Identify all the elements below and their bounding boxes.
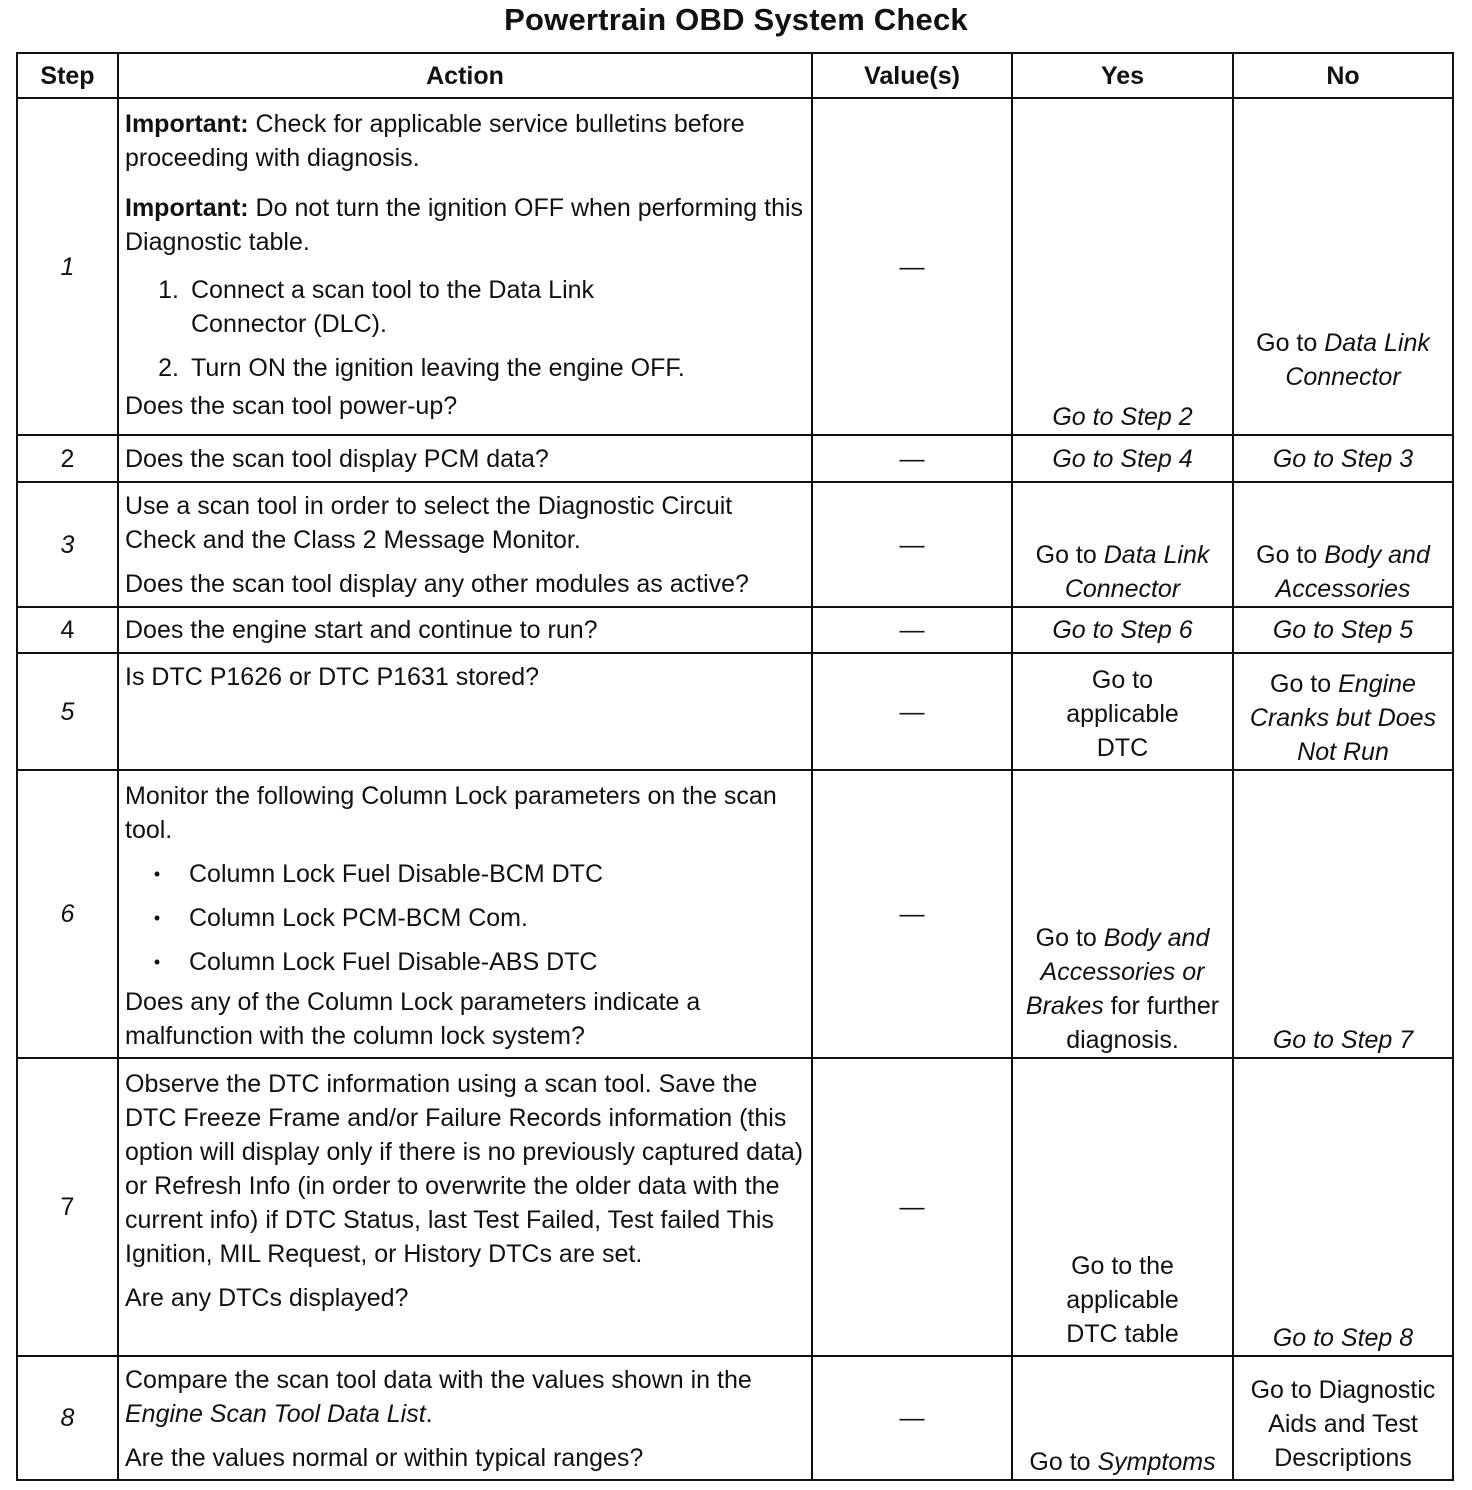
table-row — [17, 1058, 1453, 1356]
list-item: 1. Connect a scan tool to the Data Link Connector (DLC). — [158, 276, 595, 338]
value-cell: — — [812, 482, 1012, 607]
value-cell: — — [812, 435, 1012, 482]
yes-cell: Go to Step 2 — [1012, 98, 1233, 435]
yes-cell: Go to Step 6 — [1012, 607, 1233, 653]
value-cell: — — [812, 770, 1012, 1058]
value-cell: — — [812, 653, 1012, 770]
header-yes: Yes — [1012, 53, 1233, 98]
question: Are the values normal or within typical ranges? — [125, 1444, 644, 1472]
action-cell — [118, 98, 812, 435]
no-cell: Go to Step 7 — [1233, 770, 1453, 1058]
table-row — [17, 1356, 1453, 1480]
header-action: Action — [118, 53, 812, 98]
table-row — [17, 653, 1453, 770]
table-row — [17, 435, 1453, 482]
no-cell: Go to Data Link Connector — [1233, 98, 1453, 435]
question: Does any of the Column Lock parameters indicate a malfunction with the column lock system? — [125, 988, 701, 1050]
table-row — [17, 98, 1453, 435]
question: Are any DTCs displayed? — [125, 1284, 409, 1312]
action-text: Compare the scan tool data with the values shown in the Engine Scan Tool Data List. — [125, 1366, 752, 1428]
question: Is DTC P1626 or DTC P1631 stored? — [118, 653, 812, 770]
action-cell — [118, 1356, 812, 1480]
action-text: Monitor the following Column Lock parameters on the scan tool. — [125, 782, 777, 844]
yes-cell: Go to Data Link Connector — [1012, 482, 1233, 607]
no-cell: Go to Body and Accessories — [1233, 482, 1453, 607]
header-row — [17, 53, 1453, 98]
header-values: Value(s) — [812, 53, 1012, 98]
step-number: 1 — [17, 98, 118, 435]
step-number: 3 — [17, 482, 118, 607]
important-note: Important: Do not turn the ignition OFF when performing this Diagnostic table. — [125, 194, 804, 256]
question: Does the scan tool display PCM data? — [118, 435, 812, 482]
step-number: 4 — [17, 607, 118, 653]
action-cell — [118, 770, 812, 1058]
yes-cell: Go to the applicable DTC table — [1012, 1058, 1233, 1356]
bullet-list — [125, 857, 805, 979]
important-note: Important: Check for applicable service bulletins before proceeding with diagnosis. — [125, 110, 745, 172]
question: Does the engine start and continue to run? — [118, 607, 812, 653]
table-row — [17, 482, 1453, 607]
yes-cell: Go to Step 4 — [1012, 435, 1233, 482]
action-text: Observe the DTC information using a scan tool. Save the DTC Freeze Frame and/or Failure Records information (this option will display only if there is no previously captured data) or Refresh Info (in order to overwrite the older data with the current info) if DTC Status, last Test Failed, Test failed This Ignition, MIL Request, or History DTCs are set. — [125, 1070, 804, 1268]
step-number: 2 — [17, 435, 118, 482]
no-cell: Go to Step 8 — [1233, 1058, 1453, 1356]
diagnostic-table — [16, 52, 1454, 1481]
yes-cell: Go to Body and Accessories or Brakes for further diagnosis. — [1012, 770, 1233, 1058]
no-cell: Go to Step 3 — [1233, 435, 1453, 482]
value-cell: — — [812, 1356, 1012, 1480]
header-no: No — [1233, 53, 1453, 98]
page-title: Powertrain OBD System Check — [504, 2, 968, 37]
list-item: • Column Lock PCM-BCM Com. — [153, 904, 528, 932]
value-cell: — — [812, 1058, 1012, 1356]
no-cell: Go to Engine Cranks but Does Not Run — [1233, 653, 1453, 770]
step-number: 6 — [17, 770, 118, 1058]
no-cell: Go to Step 5 — [1233, 607, 1453, 653]
step-number: 8 — [17, 1356, 118, 1480]
list-item: 2. Turn ON the ignition leaving the engine OFF. — [158, 354, 685, 382]
yes-cell: Go to applicable DTC — [1012, 653, 1233, 770]
header-step: Step — [17, 53, 118, 98]
list-item: • Column Lock Fuel Disable-BCM DTC — [153, 860, 604, 888]
action-cell — [118, 1058, 812, 1356]
value-cell: — — [812, 607, 1012, 653]
no-cell: Go to Diagnostic Aids and Test Descriptions — [1233, 1356, 1453, 1480]
action-cell — [118, 482, 812, 607]
value-cell: — — [812, 98, 1012, 435]
yes-cell: Go to Symptoms — [1012, 1356, 1233, 1480]
numbered-list — [125, 273, 805, 385]
question: Does the scan tool display any other modules as active? — [125, 570, 749, 598]
step-number: 7 — [17, 1058, 118, 1356]
step-number: 5 — [17, 653, 118, 770]
question: Does the scan tool power-up? — [125, 392, 458, 420]
table-row — [17, 607, 1453, 653]
table-row — [17, 770, 1453, 1058]
action-text: Use a scan tool in order to select the Diagnostic Circuit Check and the Class 2 Message Monitor. — [125, 492, 733, 554]
list-item: • Column Lock Fuel Disable-ABS DTC — [153, 948, 598, 976]
